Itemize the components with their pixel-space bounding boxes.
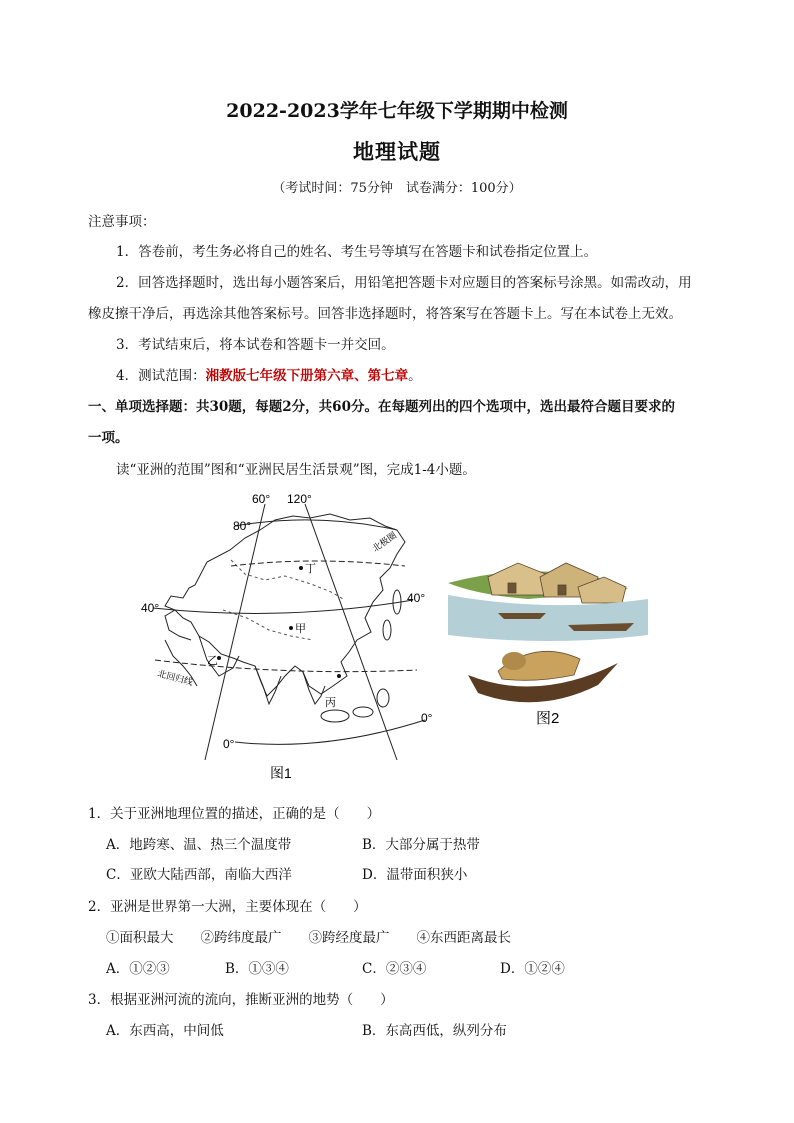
label-arctic-circle: 北极圈 (370, 529, 399, 554)
question-2-stem: 2．亚洲是世界第一大洲，主要体现在（ ） (88, 899, 367, 915)
question-3-option-a: A．东西高，中间低 (106, 1023, 224, 1039)
note-4 (116, 364, 422, 384)
note-4-prefix: 4．测试范围： (116, 368, 206, 384)
arctic-circle (231, 561, 405, 566)
question-2-option-b: B．①③④ (225, 961, 289, 977)
label-bing: 丙 (325, 697, 336, 709)
question-2-items: ①面积最大 ②跨纬度最广 ③跨经度最广 ④东西距离最长 (106, 930, 511, 946)
label-jia: 甲 (295, 623, 306, 635)
label-equator-left: 0° (223, 737, 235, 751)
label-lon-120: 120° (287, 492, 312, 506)
question-3-option-b: B．东高西低，纵列分布 (362, 1023, 507, 1039)
question-1-stem: 1．关于亚洲地理位置的描述，正确的是（ ） (88, 806, 381, 822)
figure1-caption: 图1 (270, 765, 292, 781)
note-3: 3．考试结束后，将本试卷和答题卡一并交回。 (116, 337, 395, 353)
note-2-line-1: 2．回答选择题时，选出每小题答案后，用铅笔把答题卡对应题目的答案标号涂黑。如需改动，用 (116, 275, 692, 291)
figure2-caption: 图2 (536, 710, 560, 727)
asia-dwelling-scene (448, 555, 648, 730)
meridian-60 (205, 504, 265, 760)
note-1: 1．答卷前，考生务必将自己的姓名、考生号等填写在答题卡和试卷指定位置上。 (116, 244, 598, 260)
label-lat-80: 80° (233, 519, 252, 533)
notes-heading: 注意事项： (88, 214, 156, 230)
label-yi: 乙 (207, 655, 218, 667)
asia-range-map (135, 490, 440, 790)
question-1-option-a: A．地跨寒、温、热三个温度带 (106, 837, 292, 853)
subject-title: 地理试题 (353, 139, 441, 164)
question-2-option-a: A．①②③ (106, 961, 170, 977)
label-lat-40-left: 40° (141, 601, 160, 615)
section-heading-line-1: 一、单项选择题：共30题，每题2分，共60分。在每题列出的四个选项中，选出最符合题目要求的 (88, 399, 675, 415)
exam-info: （考试时间：75分钟 试卷满分：100分） (272, 181, 522, 196)
note-2-line-2: 橡皮擦干净后，再选涂其他答案标号。回答非选择题时，将答案写在答题卡上。写在本试卷上无效。 (88, 306, 682, 322)
equator (235, 720, 425, 744)
question-2-option-d: D．①②④ (500, 961, 565, 977)
boat-cargo (502, 652, 526, 670)
question-2-option-c: C．②③④ (362, 961, 427, 977)
asia-coastline (165, 514, 405, 696)
question-intro: 读“亚洲的范围”图和“亚洲民居生活景观”图，完成1-4小题。 (116, 462, 476, 478)
question-1-option-c: C．亚欧大陆西部，南临大西洋 (106, 867, 292, 883)
label-lat-40-right: 40° (407, 591, 426, 605)
tropic-of-cancer (155, 660, 417, 672)
parallel-40 (153, 600, 413, 613)
note-4-suffix: 。 (408, 368, 422, 384)
label-ding: 丁 (305, 563, 316, 575)
question-3-stem: 3．根据亚洲河流的流向，推断亚洲的地势（ ） (88, 992, 394, 1008)
question-1-option-b: B．大部分属于热带 (362, 837, 480, 853)
label-tropic: 北回归线 (156, 668, 194, 688)
exam-title: 2022-2023学年七年级下学期期中检测 (226, 100, 568, 122)
section-heading-line-2: 一项。 (88, 430, 129, 446)
label-lon-60: 60° (252, 492, 271, 506)
small-boat-1 (498, 613, 546, 619)
test-scope: 湘教版七年级下册第六章、第七章 (205, 368, 409, 384)
question-1-option-d: D．温带面积狭小 (362, 867, 468, 883)
label-equator-right: 0° (421, 711, 433, 725)
